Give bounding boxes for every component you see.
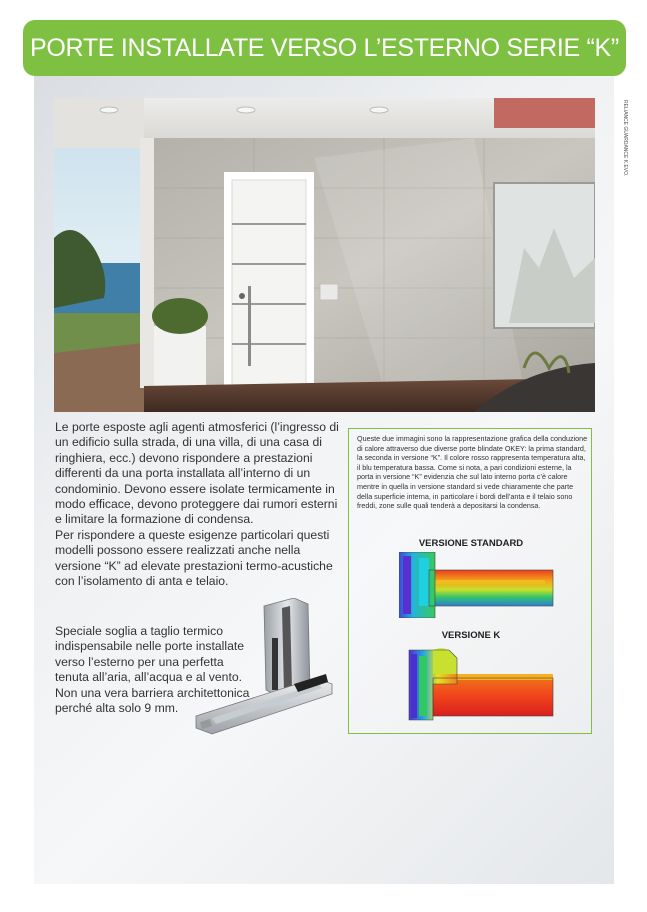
intro-paragraph-2: Per rispondere a queste esigenze particolari questi modelli possono essere realizzati anche nella versione “K” ad elevate prestazioni termo-acustiche con l’isolamento di anta e telaio. <box>55 527 333 589</box>
intro-paragraph-1: Le porte esposte agli agenti atmosferici (l’ingresso di un edificio sulla strada, di una villa, di una casa di ringhiera, ecc.) devono rispondere a prestazioni differenti da una porta installata all’interno di un condominio. Devono essere isolate termicamente in modo efficace, devono proteggere dai rumori esterni e limitare la formazione di condensa. <box>55 420 339 527</box>
header-banner <box>23 20 626 76</box>
threshold-description: Speciale soglia a taglio termico indispensabile nelle porte installate verso l’esterno per una perfetta tenuta all’aria, all’acqua e al vento. Non una vera barriera architettonica perché alta solo 9 mm. <box>55 624 250 716</box>
standard-thermal-image <box>399 552 555 618</box>
thermal-comparison-box <box>348 428 592 734</box>
k-version-label: VERSIONE K <box>441 630 501 641</box>
threshold-image <box>186 598 338 736</box>
door-photo <box>54 98 595 412</box>
intro-text <box>55 420 345 589</box>
thermal-description: Queste due immagini sono la rappresentazione grafica della conduzione di calore attraverso due diverse porte blindate OKEY: la prima standard, la seconda in versione “K”. Il colore rosso rappresenta temperatura alta, il blu temperatura bassa. Come si nota, a pari condizioni esterne, la porta in versione “K” evidenzia che sul lato interno porta c’è calore mentre in quella in versione standard si vede chiaramente che parte della superficie interna, in particolare i bordi dell’anta e il telaio sono freddi, zone sulle quali tenderà a depositarsi la condensa. <box>357 434 588 511</box>
standard-version-label: VERSIONE STANDARD <box>418 538 524 549</box>
page-title: PORTE INSTALLATE VERSO L’ESTERNO SERIE “K” <box>30 33 619 62</box>
k-thermal-image <box>399 644 555 722</box>
side-note: RELIANCE GUARDANCE K.EVO. <box>622 100 628 177</box>
